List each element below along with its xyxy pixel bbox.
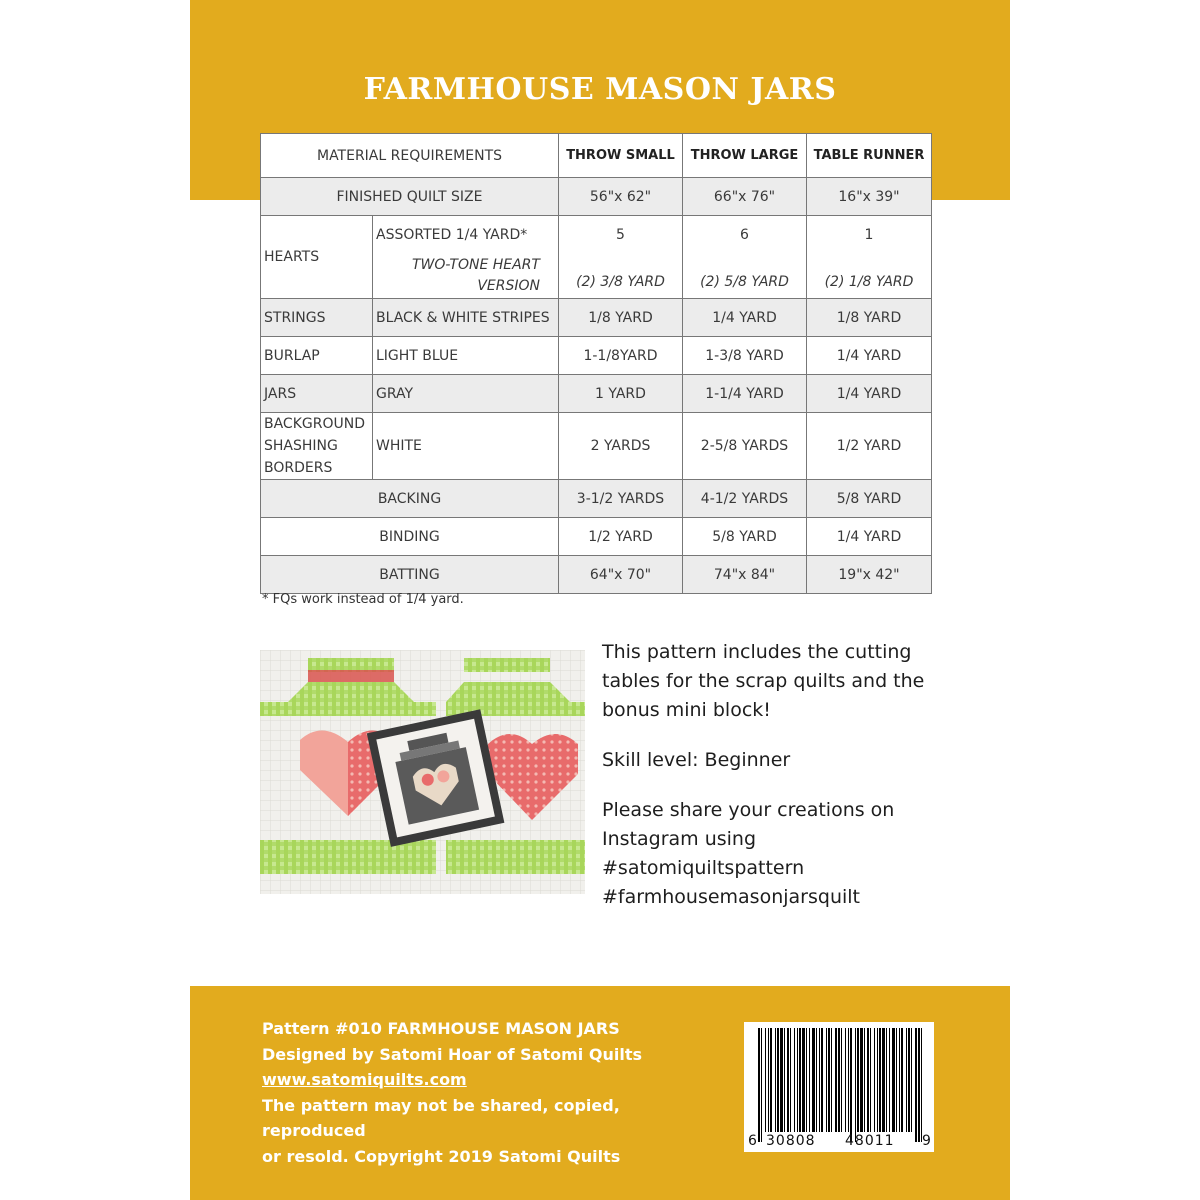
cell-throw-large: 4-1/2 YARDS (683, 480, 807, 518)
quilt-photo (260, 650, 585, 894)
barcode-bar (812, 1028, 815, 1132)
copyright-line: or resold. Copyright 2019 Satomi Quilts (262, 1146, 621, 1166)
barcode-bar (918, 1028, 920, 1142)
cell-table-runner: 1/4 YARD (807, 518, 932, 556)
barcode-bar (809, 1028, 810, 1132)
header-material-requirements: MATERIAL REQUIREMENTS (261, 134, 559, 178)
barcode-group-1: 30808 (766, 1133, 816, 1149)
barcode-bar (911, 1028, 912, 1132)
barcode-bar (864, 1028, 865, 1132)
table-row-background (261, 413, 932, 480)
cell-throw-large: 6 (683, 216, 807, 254)
description-line: tables for the scrap quilts and the (602, 670, 925, 692)
cell-table-runner: 5/8 YARD (807, 480, 932, 518)
row-label: ASSORTED 1/4 YARD* (373, 216, 559, 254)
table-row-hearts-assorted (261, 216, 932, 254)
row-label: WHITE (373, 413, 559, 480)
barcode-bar (835, 1028, 837, 1132)
barcode-bar (816, 1028, 817, 1132)
cell-table-runner: 1/2 YARD (807, 413, 932, 480)
category-background (261, 413, 373, 480)
barcode-bar (787, 1028, 789, 1132)
table-row-finished-size (261, 178, 932, 216)
category-line: BORDERS (264, 460, 333, 476)
barcode-bar (831, 1028, 832, 1132)
cell-throw-large: 2-5/8 YARDS (683, 413, 807, 480)
barcode-bar (870, 1028, 871, 1132)
barcode-bar (906, 1028, 907, 1132)
table-row-binding (261, 518, 932, 556)
cell-throw-large: 66"x 76" (683, 178, 807, 216)
pattern-description (602, 638, 982, 933)
barcode-bar (848, 1028, 849, 1132)
cell-table-runner: 1/4 YARD (807, 375, 932, 413)
row-label: FINISHED QUILT SIZE (261, 178, 559, 216)
barcode-bar (877, 1028, 878, 1132)
description-paragraph (602, 638, 982, 725)
cell-throw-small: 3-1/2 YARDS (559, 480, 683, 518)
label-line: VERSION (477, 277, 540, 294)
barcode-bar (761, 1028, 762, 1142)
cell-throw-large: 1/4 YARD (683, 299, 807, 337)
quilt-photo-illustration (260, 650, 585, 894)
barcode-bar (908, 1028, 910, 1132)
category-burlap: BURLAP (261, 337, 373, 375)
row-label: LIGHT BLUE (373, 337, 559, 375)
row-label: BLACK & WHITE STRIPES (373, 299, 559, 337)
barcode-bar (915, 1028, 917, 1142)
row-label: GRAY (373, 375, 559, 413)
cell-table-runner: 19"x 42" (807, 556, 932, 594)
barcode-bar (780, 1028, 783, 1132)
barcode-bar (855, 1028, 856, 1142)
barcode-bar (860, 1028, 863, 1132)
cell-table-runner: 1/4 YARD (807, 337, 932, 375)
cell-throw-small: 64"x 70" (559, 556, 683, 594)
barcode-bar (819, 1028, 820, 1132)
table-row-backing (261, 480, 932, 518)
barcode-group-2: 48011 (845, 1133, 895, 1149)
hashtag: #satomiquiltspattern (602, 857, 805, 879)
description-paragraph (602, 796, 982, 912)
barcode-bar (758, 1028, 760, 1142)
barcode-bar (921, 1028, 922, 1142)
website-link[interactable]: www.satomiquilts.com (262, 1070, 467, 1089)
pattern-number: Pattern #010 FARMHOUSE MASON JARS (262, 1019, 620, 1038)
cell-throw-large: 1-1/4 YARD (683, 375, 807, 413)
barcode-bar (821, 1028, 823, 1132)
category-line: SHASHING (264, 438, 338, 454)
cell-table-runner: 1 (807, 216, 932, 254)
pattern-back-cover (190, 0, 1010, 1200)
table-footnote: * FQs work instead of 1/4 yard. (262, 592, 464, 607)
category-strings: STRINGS (261, 299, 373, 337)
material-requirements-table (260, 133, 932, 594)
barcode-bar (806, 1028, 807, 1132)
barcode-last-digit: 9 (922, 1133, 931, 1149)
barcode-bar (794, 1028, 795, 1132)
row-label: BATTING (261, 556, 559, 594)
table-row-batting (261, 556, 932, 594)
skill-level: Skill level: Beginner (602, 749, 791, 771)
barcode-bar (850, 1028, 852, 1142)
barcode-bar (826, 1028, 827, 1132)
cell-throw-small: 56"x 62" (559, 178, 683, 216)
header-throw-large: THROW LARGE (683, 134, 807, 178)
barcode-bar (765, 1028, 766, 1132)
label-line: TWO-TONE HEART (411, 256, 540, 273)
barcode-bar (784, 1028, 785, 1132)
description-line: bonus mini block! (602, 699, 771, 721)
barcode-bar (899, 1028, 900, 1132)
barcode (744, 1022, 934, 1152)
barcode-bar (874, 1028, 875, 1132)
credits (262, 1016, 722, 1169)
barcode-bar (768, 1028, 769, 1132)
header-table-runner: TABLE RUNNER (807, 134, 932, 178)
barcode-bar (901, 1028, 903, 1132)
cell-throw-large: 5/8 YARD (683, 518, 807, 556)
cell-throw-large: 1-3/8 YARD (683, 337, 807, 375)
cell-throw-large: (2) 5/8 YARD (683, 253, 807, 299)
hashtag: #farmhousemasonjarsquilt (602, 886, 860, 908)
barcode-bar (838, 1028, 840, 1132)
copyright-line: The pattern may not be shared, copied, reproduced (262, 1095, 620, 1140)
barcode-first-digit: 6 (748, 1133, 757, 1149)
barcode-bar (775, 1028, 776, 1132)
table-row-strings (261, 299, 932, 337)
row-label: BACKING (261, 480, 559, 518)
cell-throw-small: (2) 3/8 YARD (559, 253, 683, 299)
barcode-bar (896, 1028, 897, 1132)
cell-throw-small: 5 (559, 216, 683, 254)
cell-throw-small: 1-1/8YARD (559, 337, 683, 375)
category-jars: JARS (261, 375, 373, 413)
description-line: Instagram using (602, 828, 757, 850)
page-title: FARMHOUSE MASON JARS (363, 72, 837, 107)
barcode-bar (892, 1028, 895, 1132)
header-throw-small: THROW SMALL (559, 134, 683, 178)
cell-table-runner: 16"x 39" (807, 178, 932, 216)
cell-throw-small: 1/2 YARD (559, 518, 683, 556)
cell-throw-small: 1/8 YARD (559, 299, 683, 337)
barcode-bar (797, 1028, 798, 1132)
barcode-bar (867, 1028, 869, 1132)
cell-throw-large: 74"x 84" (683, 556, 807, 594)
cell-table-runner: 1/8 YARD (807, 299, 932, 337)
barcode-bar (770, 1028, 772, 1132)
table-header-row (261, 134, 932, 178)
barcode-bar (845, 1028, 846, 1132)
barcode-bar (841, 1028, 842, 1132)
barcode-bar (828, 1028, 830, 1132)
description-line: This pattern includes the cutting (602, 641, 912, 663)
description-line: Please share your creations on (602, 799, 895, 821)
bottom-band (190, 986, 1010, 1200)
barcode-bar (879, 1028, 881, 1132)
cell-table-runner: (2) 1/8 YARD (807, 253, 932, 299)
barcode-bar (889, 1028, 890, 1132)
row-label-two-tone (373, 253, 559, 299)
cell-throw-small: 1 YARD (559, 375, 683, 413)
category-hearts: HEARTS (261, 216, 373, 299)
row-label: BINDING (261, 518, 559, 556)
barcode-bar (790, 1028, 791, 1132)
designer-line: Designed by Satomi Hoar of Satomi Quilts (262, 1044, 642, 1064)
barcode-bar (799, 1028, 801, 1132)
barcode-bar (777, 1028, 779, 1132)
table-row-burlap (261, 337, 932, 375)
cell-throw-small: 2 YARDS (559, 413, 683, 480)
barcode-bar (802, 1028, 805, 1132)
barcode-bar (857, 1028, 859, 1132)
barcode-bar (886, 1028, 887, 1132)
table-row-jars (261, 375, 932, 413)
category-line: BACKGROUND (264, 416, 365, 432)
barcode-bar (882, 1028, 885, 1132)
